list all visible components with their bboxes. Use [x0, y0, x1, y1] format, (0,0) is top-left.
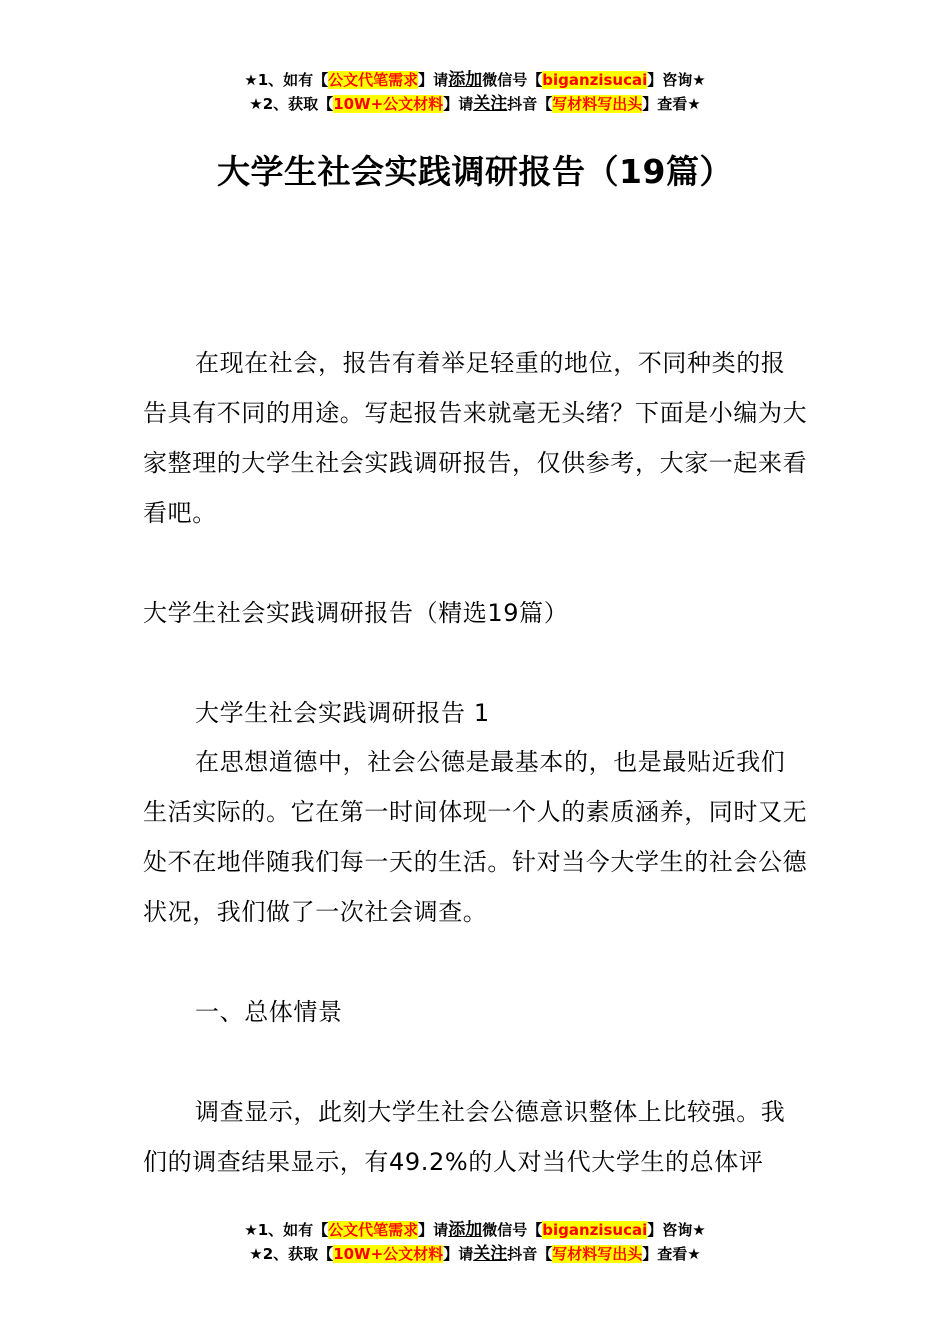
banner-highlight: biganzisucai: [542, 1221, 648, 1239]
section-2-heading: 一、总体情景: [195, 998, 343, 1026]
banner-text: 微信号【: [482, 71, 543, 89]
banner-highlight: 公文代笔需求: [328, 71, 419, 89]
banner-underlined: 关注: [473, 94, 508, 114]
banner-underlined: 添加: [448, 1220, 483, 1240]
banner-line-1: [0, 1218, 950, 1242]
subtitle: 大学生社会实践调研报告（精选19篇）: [143, 599, 569, 627]
section-1-heading: 大学生社会实践调研报告 1: [195, 699, 490, 727]
banner-text: 抖音【: [507, 95, 553, 113]
banner-highlight: 写材料写出头: [552, 95, 643, 113]
document-title: 大学生社会实践调研报告（19篇）: [217, 152, 733, 191]
intro-paragraph: 在现在社会，报告有着举足轻重的地位，不同种类的报告具有不同的用途。写起报告来就毫无头绪？下面是小编为大家整理的大学生社会实践调研报告，仅供参考，大家一起来看看吧。: [143, 349, 808, 527]
bottom-banner: [0, 1218, 950, 1266]
banner-line-2: [0, 92, 950, 116]
banner-text: ★2、获取【: [249, 95, 334, 113]
banner-highlight: 公文代笔需求: [328, 1221, 419, 1239]
banner-text: ★2、获取【: [249, 1245, 334, 1263]
banner-text: 】查看★: [642, 95, 701, 113]
banner-underlined: 添加: [448, 70, 483, 90]
banner-text: 微信号【: [482, 1221, 543, 1239]
banner-text: 】请: [418, 71, 449, 89]
section-2-paragraph: 调查显示，此刻大学生社会公德意识整体上比较强。我们的调查结果显示，有49.2%的人对当代大学生的总体评: [143, 1098, 786, 1176]
banner-text: ★1、如有【: [244, 1221, 329, 1239]
section-1-paragraph: 在思想道德中，社会公德是最基本的，也是最贴近我们生活实际的。它在第一时间体现一个人的素质涵养，同时又无处不在地伴随我们每一天的生活。针对当今大学生的社会公德状况，我们做了一次社会调查。: [143, 748, 808, 926]
banner-highlight: biganzisucai: [542, 71, 648, 89]
banner-text: 】咨询★: [647, 71, 706, 89]
banner-line-1: [0, 68, 950, 92]
banner-text: 抖音【: [507, 1245, 553, 1263]
banner-text: 】请: [418, 1221, 449, 1239]
banner-text: 】请: [443, 1245, 474, 1263]
banner-underlined: 关注: [473, 1244, 508, 1264]
banner-highlight: 10W+公文材料: [333, 1245, 444, 1263]
banner-highlight: 写材料写出头: [552, 1245, 643, 1263]
banner-text: 】查看★: [642, 1245, 701, 1263]
banner-highlight: 10W+公文材料: [333, 95, 444, 113]
banner-text: 】咨询★: [647, 1221, 706, 1239]
banner-text: ★1、如有【: [244, 71, 329, 89]
banner-text: 】请: [443, 95, 474, 113]
banner-line-2: [0, 1242, 950, 1266]
top-banner: [0, 68, 950, 116]
